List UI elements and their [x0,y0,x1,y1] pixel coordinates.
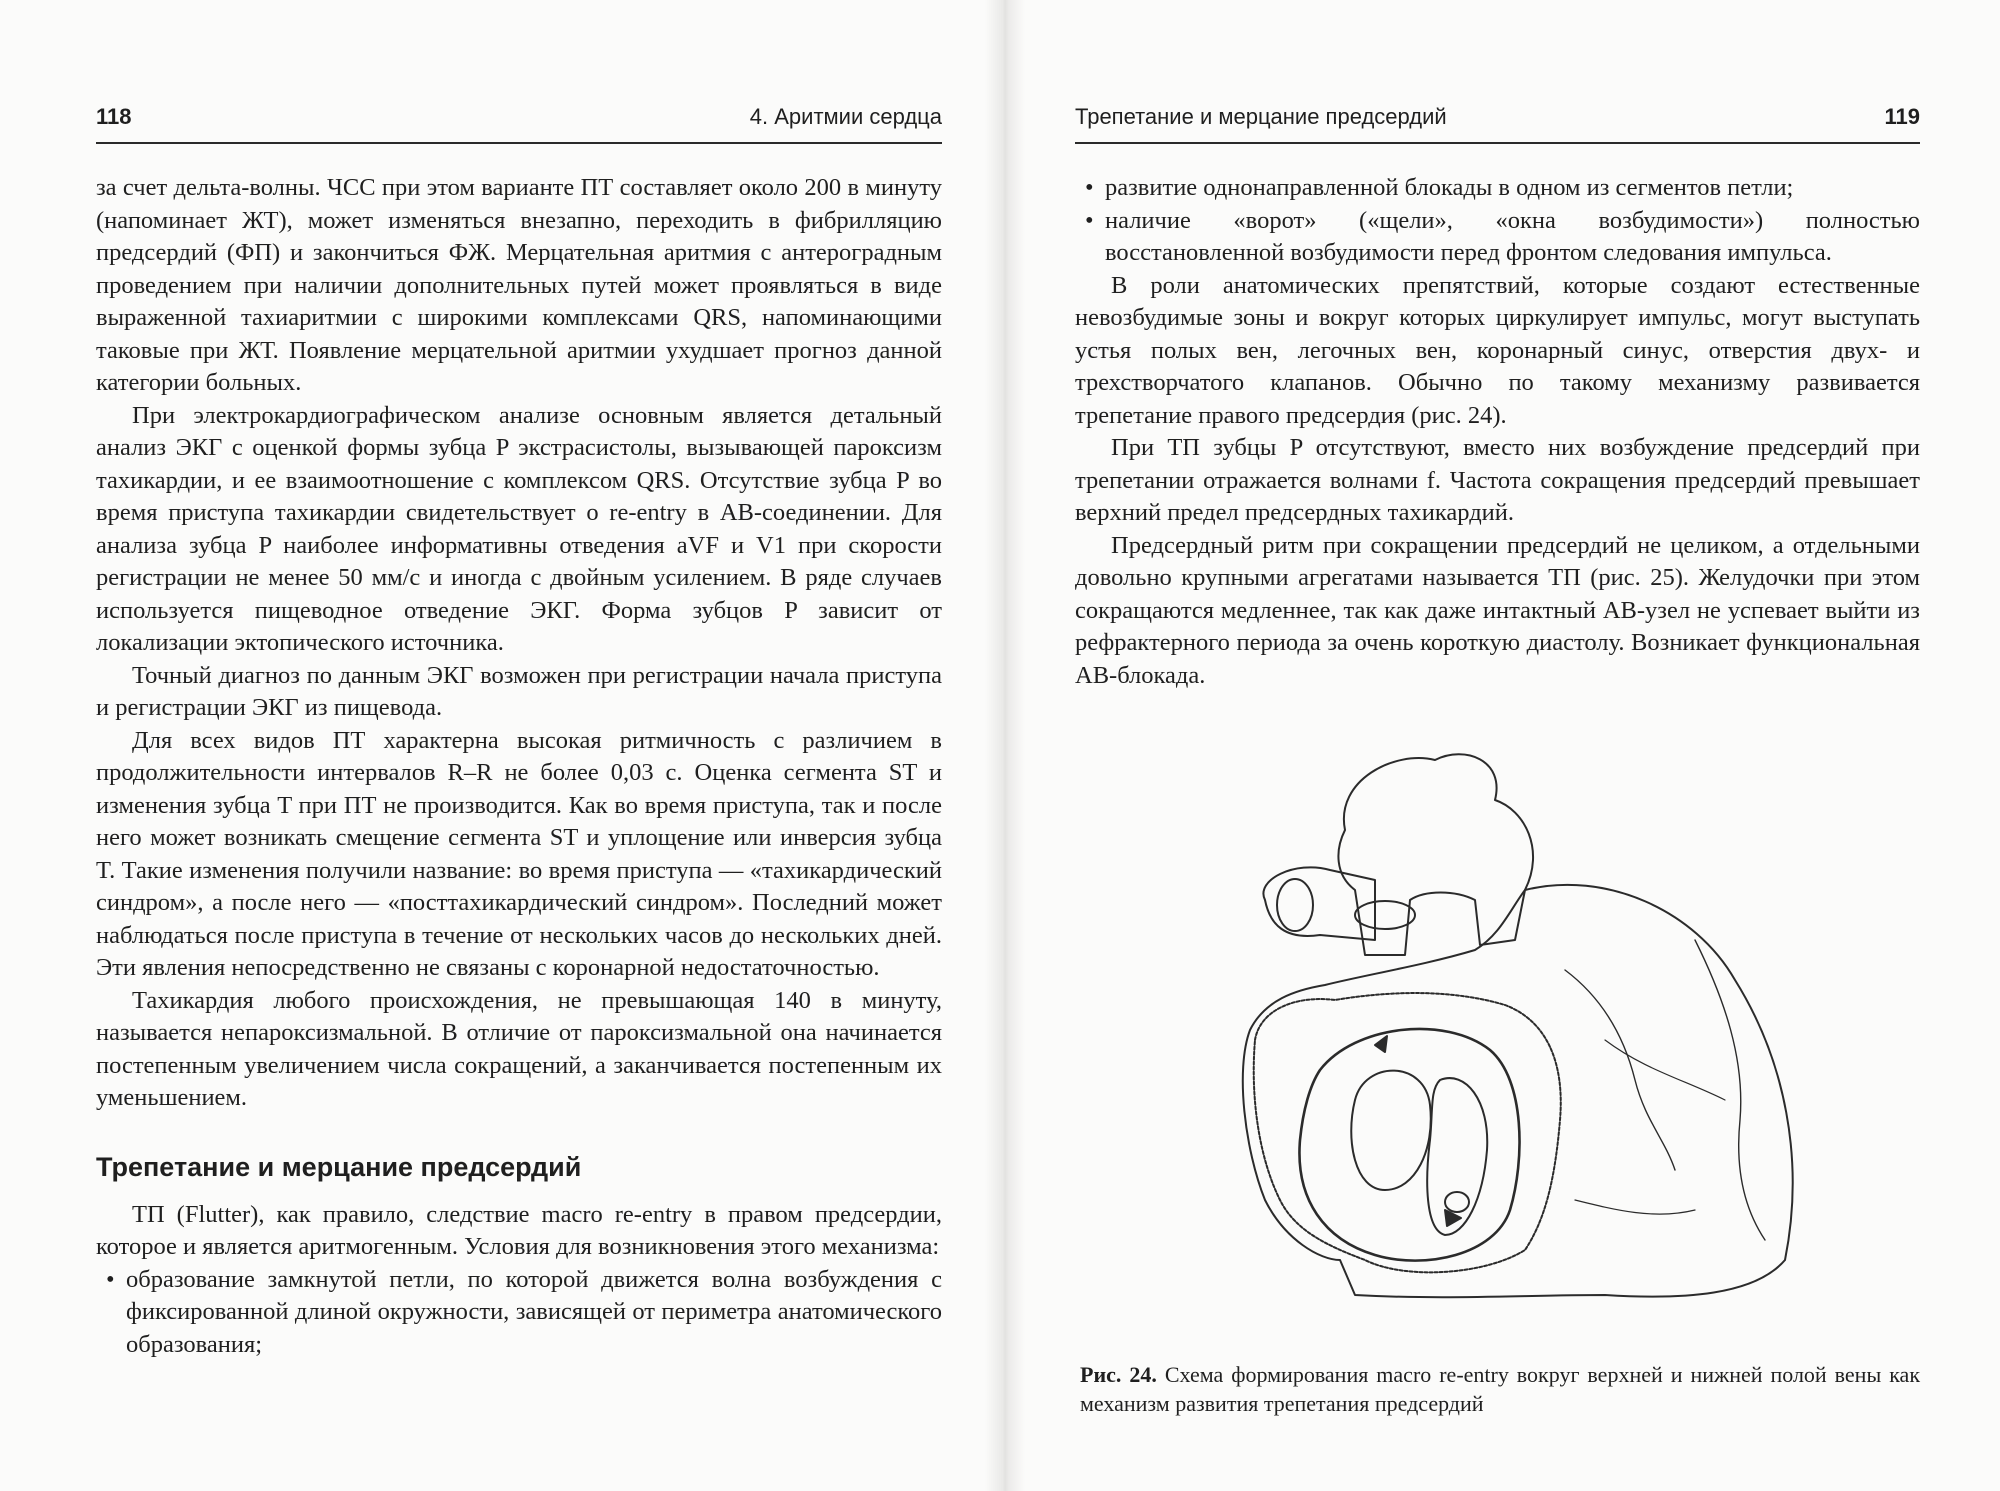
pulmonary-opening [1277,879,1313,931]
coronary-vessel-2 [1695,940,1765,1240]
book-gutter [985,0,1025,1491]
left-paragraph-2: При электрокардиографическом анализе основным является детальный анализ ЭКГ с оценкой формы зубца P экстрасистолы, вызывающей пароксизм тахикардии, и ее взаимоотношение с комплексом QRS. Отсутствие зубца P во время приступа тахикардии свидетельствует о re-entry в АВ-соединении. Для анализа зубца P наиболее информативны отведения aVF и V1 при скорости регистрации не менее 50 мм/с и иногда с двойным усилением. В ряде случаев используется пищеводное отведение ЭКГ. Форма зубцов P зависит от локализации эктопического источника. [96,401,942,656]
left-bullet-1: • образование замкнутой петли, по которой движется волна возбуждения с фиксированной длиной окружности, зависящей от периметра анатомического образования; [96,1264,942,1362]
left-page-number: 118 [96,104,132,129]
right-bullet-list [1075,172,1920,270]
heart-diagram-figure [1225,740,1845,1310]
right-bullet-1: • развитие однонаправленной блокады в одном из сегментов петли; [1075,172,1920,205]
pulmonary-trunk [1263,867,1375,940]
coronary-vessel-1 [1565,970,1675,1170]
fossa-ovalis [1351,1071,1431,1190]
figure-label: Рис. 24. [1080,1362,1157,1387]
aorta-outline [1338,754,1533,955]
right-page-number: 119 [1884,104,1920,129]
right-paragraph-2: При ТП зубцы P отсутствуют, вместо них возбуждение предсердий при трепетании отражается волнами f. Частота сокращения предсердий превышает верхний предел предсердных тахикардий. [1075,434,1920,526]
coronary-vessel-4 [1575,1200,1695,1214]
left-section-paragraph: ТП (Flutter), как правило, следствие macro re-entry в правом предсердии, которое и является аритмогенным. Условия для возникновения этого механизма: [96,1200,942,1260]
reentry-arrow-1 [1375,1036,1387,1052]
left-paragraph-3: Точный диагноз по данным ЭКГ возможен при регистрации начала приступа и регистрации ЭКГ из пищевода. [96,661,942,721]
left-body-text [96,172,942,1361]
coronary-sinus [1445,1192,1469,1212]
left-page [0,0,985,1491]
right-running-head [1075,100,1920,144]
left-running-head [96,100,942,144]
left-paragraph-4: Для всех видов ПТ характерна высокая ритмичность с различием в продолжительности интервалов R–R не более 0,03 с. Оценка сегмента ST и изменения зубца T при ПТ не производится. Как во время приступа, так и после него может возникать смещение сегмента ST и уплощение или инверсия зубца T. Такие изменения получили название: во время приступа — «тахикардический синдром», а после него — «посттахикардический синдром». Последний может наблюдаться после приступа в течение от нескольких часов до нескольких дней. Эти явления непосредственно не связаны с коронарной недостаточностью. [96,726,942,981]
right-paragraph-1: В роли анатомических препятствий, которые создают естественные невозбудимые зоны и вокруг которых циркулирует импульс, могут выступать устья полых вен, легочных вен, коронарный синус, отверстия двух- и трехстворчатого клапанов. Обычно по такому механизму развивается трепетание правого предсердия (рис. 24). [1075,271,1920,429]
left-bullet-list [96,1264,942,1362]
right-paragraph-3: Предсердный ритм при сокращении предсердий не целиком, а отдельными довольно крупными агрегатами называется ТП (рис. 25). Желудочки при этом сокращаются медленнее, так как даже интактный АВ-узел не успевает выйти из рефрактерного периода за очень короткую диастолу. Возникает функциональная АВ-блокада. [1075,531,1920,689]
coronary-vessel-3 [1605,1040,1725,1100]
section-heading: Трепетание и мерцание предсердий [96,1151,582,1182]
heart-outline [1243,885,1793,1297]
right-running-title: Трепетание и мерцание предсердий [1075,104,1447,129]
left-running-title: 4. Аритмии сердца [749,104,942,129]
figure-caption-text: Схема формирования macro re-entry вокруг верхней и нижней полой вены как механизм развития трепетания предсердий [1080,1362,1921,1416]
left-paragraph-5: Тахикардия любого происхождения, не превышающая 140 в минуту, называется непароксизмальной. В отличие от пароксизмальной она начинается постепенным увеличением числа сокращений, а заканчивается постепенным их уменьшением. [96,986,942,1111]
right-bullet-2: • наличие «ворот» («щели», «окна возбудимости») полностью восстановленной возбудимости перед фронтом следования импульса. [1075,205,1920,270]
figure-caption [1080,1360,1920,1418]
right-body-text [1075,172,1920,692]
left-paragraph-1: за счет дельта-волны. ЧСС при этом варианте ПТ составляет около 200 в минуту (напоминает ЖТ), может изменяться внезапно, переходить в фибрилляцию предсердий (ФП) и закончиться ФЖ. Мерцательная аритмия с антероградным проведением при наличии дополнительных путей может проявляться в виде выраженной тахиаритмии с широкими комплексами QRS, напоминающими таковые при ЖТ. Появление мерцательной аритмии ухудшает прогноз данной категории больных. [96,174,942,396]
svc-opening [1355,901,1415,929]
